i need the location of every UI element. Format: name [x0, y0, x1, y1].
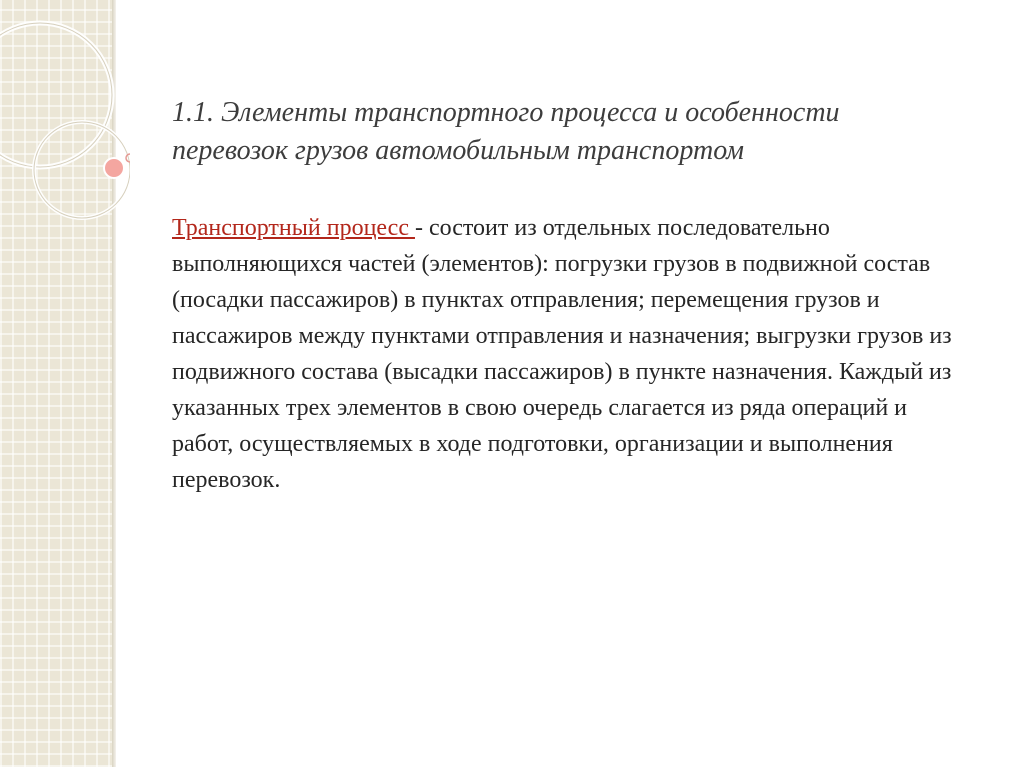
accent-dot-icon: [104, 158, 124, 178]
slide-title: [172, 94, 972, 170]
slide-title-line-1: 1.1. Элементы транспортного процесса и особенности: [172, 97, 840, 128]
slide-title-line-2: перевозок грузов автомобильным транспортом: [172, 135, 745, 166]
definition-text: - состоит из отдельных последовательно выполняющихся частей (элементов): погрузки грузов в подвижной состав (посадки пассажиров) в пунктах отправления; перемещения грузов и пассажиров между пунктами отправления и назначения; выгрузки грузов из подвижного состава (высадки пассажиров) в пункте назначения. Каждый из указанных трех элементов в свою очередь слагается из ряда операций и работ, осуществляемых в ходе подготовки, организации и выполнения перевозок.: [172, 215, 952, 493]
term-link[interactable]: Транспортный процесс: [172, 215, 415, 241]
outer-ring: [0, 23, 112, 167]
decorative-rings: [0, 0, 130, 240]
slide-body: [172, 210, 972, 498]
outer-ring-shade: [0, 23, 112, 167]
